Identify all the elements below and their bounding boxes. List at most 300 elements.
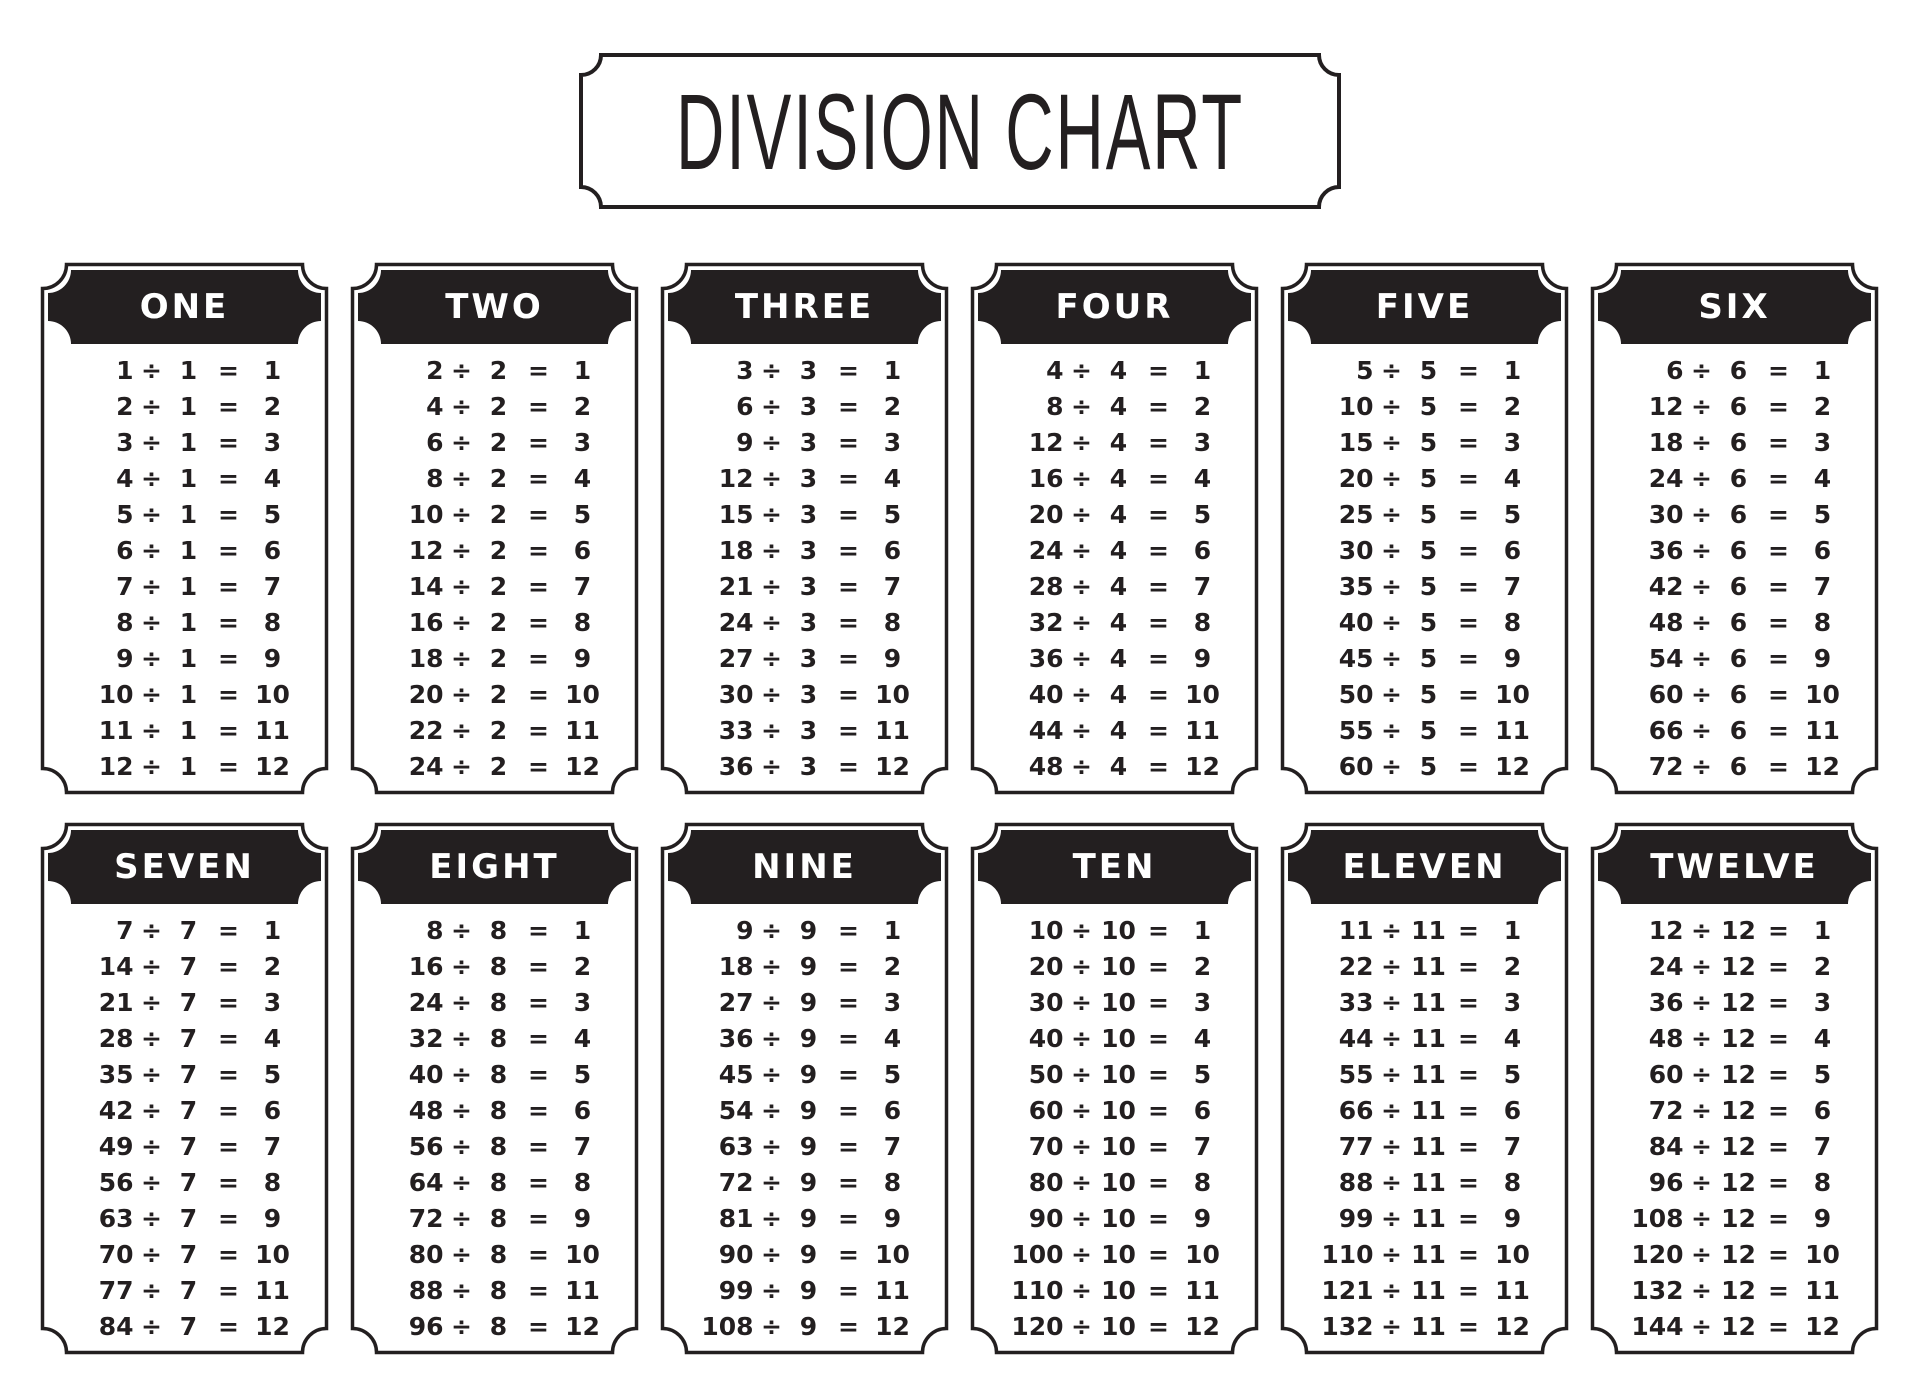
divisor-value: 6 — [1729, 572, 1748, 601]
dividend-value: 30 — [1028, 988, 1064, 1017]
card-label: SIX — [1698, 287, 1771, 327]
quotient-value: 6 — [1193, 536, 1212, 565]
equals-sign: = — [218, 500, 239, 529]
quotient-value: 2 — [573, 952, 592, 981]
quotient-value: 10 — [875, 680, 910, 709]
equals-sign: = — [838, 752, 859, 781]
equation-row — [1288, 1062, 1561, 1087]
divide-sign: ÷ — [1071, 1168, 1092, 1197]
divisor-value: 2 — [489, 464, 508, 493]
quotient-value: 10 — [1805, 1240, 1840, 1269]
equals-sign: = — [838, 500, 859, 529]
dividend-value: 108 — [1631, 1204, 1684, 1233]
equation-row — [1598, 646, 1871, 671]
divide-sign: ÷ — [1071, 1312, 1092, 1341]
divide-sign: ÷ — [1691, 1024, 1712, 1053]
dividend-value: 28 — [1028, 572, 1064, 601]
quotient-value: 5 — [1193, 500, 1212, 529]
divide-sign: ÷ — [141, 644, 162, 673]
equals-sign: = — [1768, 752, 1789, 781]
quotient-value: 10 — [255, 680, 290, 709]
divisor-value: 7 — [179, 1204, 198, 1233]
divide-sign: ÷ — [761, 500, 782, 529]
divisor-value: 8 — [489, 916, 508, 945]
division-table-card — [1590, 262, 1879, 795]
quotient-value: 1 — [1813, 916, 1832, 945]
divide-sign: ÷ — [1071, 464, 1092, 493]
dividend-value: 49 — [98, 1132, 134, 1161]
dividend-value: 90 — [1028, 1204, 1064, 1233]
divisor-value: 10 — [1101, 1276, 1136, 1305]
quotient-value: 5 — [573, 500, 592, 529]
divisor-value: 4 — [1109, 356, 1128, 385]
equation-row — [1598, 538, 1871, 563]
divide-sign: ÷ — [1071, 716, 1092, 745]
dividend-value: 120 — [1631, 1240, 1684, 1269]
divisor-value: 10 — [1101, 1024, 1136, 1053]
divisor-value: 1 — [179, 500, 198, 529]
divisor-value: 12 — [1721, 1276, 1756, 1305]
equation-row — [668, 990, 941, 1015]
divisor-value: 11 — [1411, 952, 1446, 981]
equals-sign: = — [838, 608, 859, 637]
dividend-value: 110 — [1321, 1240, 1374, 1269]
equation-row — [1288, 1170, 1561, 1195]
equals-sign: = — [528, 1240, 549, 1269]
quotient-value: 11 — [255, 1276, 290, 1305]
dividend-value: 50 — [1338, 680, 1374, 709]
equals-sign: = — [1458, 500, 1479, 529]
divisor-value: 12 — [1721, 1024, 1756, 1053]
dividend-value: 5 — [116, 500, 134, 529]
dividend-value: 40 — [1028, 680, 1064, 709]
dividend-value: 24 — [408, 752, 444, 781]
equation-row — [48, 538, 321, 563]
dividend-value: 44 — [1028, 716, 1064, 745]
equation-row — [1288, 954, 1561, 979]
divisor-value: 7 — [179, 1060, 198, 1089]
divide-sign: ÷ — [1071, 572, 1092, 601]
divide-sign: ÷ — [141, 500, 162, 529]
dividend-value: 40 — [1338, 608, 1374, 637]
equation-row — [1598, 610, 1871, 635]
equation-row — [1288, 574, 1561, 599]
equation-row — [1288, 1026, 1561, 1051]
divisor-value: 3 — [799, 572, 818, 601]
divisor-value: 8 — [489, 988, 508, 1017]
dividend-value: 8 — [116, 608, 134, 637]
quotient-value: 9 — [573, 1204, 592, 1233]
divide-sign: ÷ — [761, 988, 782, 1017]
equals-sign: = — [1458, 952, 1479, 981]
quotient-value: 2 — [1193, 392, 1212, 421]
dividend-value: 132 — [1321, 1312, 1374, 1341]
quotient-value: 2 — [883, 952, 902, 981]
equation-row — [978, 1278, 1251, 1303]
equals-sign: = — [838, 536, 859, 565]
equation-row — [1598, 754, 1871, 779]
equals-sign: = — [218, 916, 239, 945]
quotient-value: 7 — [1193, 572, 1212, 601]
divide-sign: ÷ — [1381, 716, 1402, 745]
divisor-value: 6 — [1729, 644, 1748, 673]
card-label: SEVEN — [114, 847, 255, 887]
dividend-value: 66 — [1338, 1096, 1374, 1125]
equals-sign: = — [218, 716, 239, 745]
divisor-value: 11 — [1411, 1276, 1446, 1305]
equation-row — [1598, 358, 1871, 383]
equals-sign: = — [1148, 464, 1169, 493]
division-table-card — [970, 822, 1259, 1355]
divisor-value: 6 — [1729, 464, 1748, 493]
equals-sign: = — [1148, 952, 1169, 981]
card-label: TEN — [1072, 847, 1157, 887]
quotient-value: 4 — [883, 1024, 902, 1053]
divide-sign: ÷ — [451, 916, 472, 945]
dividend-value: 80 — [1028, 1168, 1064, 1197]
equation-row — [1598, 1098, 1871, 1123]
dividend-value: 70 — [1028, 1132, 1064, 1161]
card-rows — [668, 918, 941, 1339]
divisor-value: 7 — [179, 1132, 198, 1161]
equation-row — [358, 1026, 631, 1051]
divide-sign: ÷ — [141, 392, 162, 421]
equals-sign: = — [218, 1024, 239, 1053]
equation-row — [48, 918, 321, 943]
equation-row — [358, 1098, 631, 1123]
divide-sign: ÷ — [1071, 952, 1092, 981]
quotient-value: 6 — [573, 1096, 592, 1125]
divide-sign: ÷ — [761, 716, 782, 745]
divisor-value: 2 — [489, 356, 508, 385]
divide-sign: ÷ — [451, 1240, 472, 1269]
divide-sign: ÷ — [761, 1312, 782, 1341]
equation-row — [978, 918, 1251, 943]
dividend-value: 64 — [408, 1168, 444, 1197]
divide-sign: ÷ — [1691, 988, 1712, 1017]
divisor-value: 11 — [1411, 1240, 1446, 1269]
dividend-value: 30 — [718, 680, 754, 709]
divisor-value: 5 — [1419, 716, 1438, 745]
divisor-value: 10 — [1101, 1240, 1136, 1269]
equals-sign: = — [1148, 608, 1169, 637]
equation-row — [358, 1134, 631, 1159]
divisor-value: 6 — [1729, 680, 1748, 709]
equals-sign: = — [528, 1060, 549, 1089]
divisor-value: 10 — [1101, 1168, 1136, 1197]
equals-sign: = — [1148, 752, 1169, 781]
quotient-value: 3 — [1503, 988, 1522, 1017]
equation-row — [48, 754, 321, 779]
divide-sign: ÷ — [761, 1276, 782, 1305]
divide-sign: ÷ — [141, 356, 162, 385]
divide-sign: ÷ — [451, 644, 472, 673]
quotient-value: 4 — [883, 464, 902, 493]
divisor-value: 7 — [179, 952, 198, 981]
equation-row — [1288, 538, 1561, 563]
quotient-value: 8 — [263, 608, 282, 637]
dividend-value: 6 — [736, 392, 754, 421]
equals-sign: = — [218, 608, 239, 637]
division-table-card — [1590, 822, 1879, 1355]
quotient-value: 5 — [1503, 1060, 1522, 1089]
equals-sign: = — [1768, 1168, 1789, 1197]
divisor-value: 4 — [1109, 752, 1128, 781]
divisor-value: 3 — [799, 608, 818, 637]
equals-sign: = — [528, 536, 549, 565]
dividend-value: 14 — [408, 572, 444, 601]
dividend-value: 80 — [408, 1240, 444, 1269]
equation-row — [1288, 754, 1561, 779]
divide-sign: ÷ — [1071, 1060, 1092, 1089]
equals-sign: = — [1148, 716, 1169, 745]
equals-sign: = — [218, 680, 239, 709]
card-label: ELEVEN — [1342, 847, 1507, 887]
quotient-value: 4 — [263, 1024, 282, 1053]
dividend-value: 99 — [718, 1276, 754, 1305]
equation-row — [1288, 1278, 1561, 1303]
dividend-value: 9 — [736, 428, 754, 457]
divide-sign: ÷ — [1071, 1240, 1092, 1269]
quotient-value: 12 — [1805, 1312, 1840, 1341]
divisor-value: 4 — [1109, 644, 1128, 673]
quotient-value: 5 — [1503, 500, 1522, 529]
dividend-value: 22 — [1338, 952, 1374, 981]
dividend-value: 60 — [1028, 1096, 1064, 1125]
quotient-value: 1 — [1503, 356, 1522, 385]
quotient-value: 3 — [883, 988, 902, 1017]
divisor-value: 1 — [179, 464, 198, 493]
quotient-value: 7 — [1813, 572, 1832, 601]
dividend-value: 2 — [426, 356, 444, 385]
quotient-value: 3 — [1813, 428, 1832, 457]
equation-row — [358, 954, 631, 979]
equals-sign: = — [1148, 1204, 1169, 1233]
equation-row — [668, 918, 941, 943]
equals-sign: = — [218, 1240, 239, 1269]
dividend-value: 40 — [408, 1060, 444, 1089]
quotient-value: 3 — [573, 988, 592, 1017]
divisor-value: 1 — [179, 644, 198, 673]
divide-sign: ÷ — [1691, 716, 1712, 745]
equals-sign: = — [838, 1276, 859, 1305]
dividend-value: 108 — [701, 1312, 754, 1341]
dividend-value: 16 — [1028, 464, 1064, 493]
dividend-value: 36 — [718, 752, 754, 781]
equals-sign: = — [1458, 1132, 1479, 1161]
dividend-value: 144 — [1631, 1312, 1684, 1341]
equation-row — [1598, 1170, 1871, 1195]
divide-sign: ÷ — [141, 1276, 162, 1305]
equation-row — [668, 538, 941, 563]
card-label: ONE — [139, 287, 230, 327]
equals-sign: = — [1458, 1204, 1479, 1233]
quotient-value: 2 — [1813, 952, 1832, 981]
divisor-value: 6 — [1729, 536, 1748, 565]
divisor-value: 4 — [1109, 536, 1128, 565]
divisor-value: 5 — [1419, 680, 1438, 709]
divisor-value: 5 — [1419, 608, 1438, 637]
dividend-value: 84 — [98, 1312, 134, 1341]
dividend-value: 33 — [1338, 988, 1374, 1017]
card-rows — [668, 358, 941, 779]
equals-sign: = — [1148, 1024, 1169, 1053]
divisor-value: 7 — [179, 988, 198, 1017]
quotient-value: 3 — [573, 428, 592, 457]
equals-sign: = — [218, 752, 239, 781]
divisor-value: 10 — [1101, 1204, 1136, 1233]
divide-sign: ÷ — [1691, 500, 1712, 529]
divisor-value: 11 — [1411, 1024, 1446, 1053]
equals-sign: = — [1148, 1096, 1169, 1125]
quotient-value: 12 — [255, 1312, 290, 1341]
divide-sign: ÷ — [1381, 608, 1402, 637]
equals-sign: = — [1458, 1060, 1479, 1089]
dividend-value: 7 — [116, 572, 134, 601]
equation-row — [978, 1098, 1251, 1123]
dividend-value: 3 — [116, 428, 134, 457]
card-rows — [1288, 918, 1561, 1339]
quotient-value: 8 — [573, 1168, 592, 1197]
equation-row — [358, 394, 631, 419]
equals-sign: = — [838, 1060, 859, 1089]
equation-row — [668, 718, 941, 743]
divisor-value: 11 — [1411, 1312, 1446, 1341]
divisor-value: 1 — [179, 392, 198, 421]
divisor-value: 7 — [179, 1240, 198, 1269]
divisor-value: 8 — [489, 1096, 508, 1125]
quotient-value: 11 — [1185, 1276, 1220, 1305]
equals-sign: = — [528, 608, 549, 637]
quotient-value: 12 — [1495, 752, 1530, 781]
equals-sign: = — [1768, 464, 1789, 493]
quotient-value: 5 — [1813, 1060, 1832, 1089]
equals-sign: = — [218, 1168, 239, 1197]
divisor-value: 5 — [1419, 536, 1438, 565]
equation-row — [978, 1170, 1251, 1195]
divisor-value: 9 — [799, 1168, 818, 1197]
divisor-value: 5 — [1419, 644, 1438, 673]
dividend-value: 6 — [116, 536, 134, 565]
divide-sign: ÷ — [761, 952, 782, 981]
divide-sign: ÷ — [761, 644, 782, 673]
equals-sign: = — [528, 464, 549, 493]
dividend-value: 70 — [98, 1240, 134, 1269]
divide-sign: ÷ — [1071, 392, 1092, 421]
divisor-value: 2 — [489, 392, 508, 421]
divisor-value: 9 — [799, 1204, 818, 1233]
equals-sign: = — [528, 752, 549, 781]
division-table-card — [1280, 822, 1569, 1355]
equation-row — [358, 538, 631, 563]
dividend-value: 12 — [408, 536, 444, 565]
divisor-value: 8 — [489, 1168, 508, 1197]
equals-sign: = — [838, 680, 859, 709]
divisor-value: 5 — [1419, 356, 1438, 385]
equals-sign: = — [1148, 1240, 1169, 1269]
equation-row — [978, 990, 1251, 1015]
equals-sign: = — [528, 644, 549, 673]
divide-sign: ÷ — [761, 572, 782, 601]
equation-row — [48, 682, 321, 707]
equals-sign: = — [218, 572, 239, 601]
divisor-value: 12 — [1721, 1132, 1756, 1161]
divide-sign: ÷ — [141, 988, 162, 1017]
dividend-value: 96 — [1648, 1168, 1684, 1197]
dividend-value: 6 — [426, 428, 444, 457]
equation-row — [358, 682, 631, 707]
divisor-value: 12 — [1721, 1168, 1756, 1197]
equation-row — [668, 1062, 941, 1087]
divide-sign: ÷ — [451, 500, 472, 529]
equals-sign: = — [218, 428, 239, 457]
divide-sign: ÷ — [761, 1096, 782, 1125]
divisor-value: 9 — [799, 1240, 818, 1269]
equals-sign: = — [838, 988, 859, 1017]
divisor-value: 12 — [1721, 916, 1756, 945]
equation-row — [48, 1062, 321, 1087]
quotient-value: 3 — [1503, 428, 1522, 457]
quotient-value: 12 — [1495, 1312, 1530, 1341]
equals-sign: = — [1768, 608, 1789, 637]
equals-sign: = — [1458, 1312, 1479, 1341]
quotient-value: 6 — [1193, 1096, 1212, 1125]
equals-sign: = — [838, 392, 859, 421]
dividend-value: 84 — [1648, 1132, 1684, 1161]
equals-sign: = — [528, 500, 549, 529]
divisor-value: 6 — [1729, 392, 1748, 421]
divide-sign: ÷ — [761, 1024, 782, 1053]
dividend-value: 36 — [1648, 988, 1684, 1017]
equals-sign: = — [1768, 1024, 1789, 1053]
quotient-value: 2 — [1503, 392, 1522, 421]
divisor-value: 3 — [799, 464, 818, 493]
equals-sign: = — [1458, 356, 1479, 385]
divide-sign: ÷ — [1691, 1132, 1712, 1161]
divide-sign: ÷ — [141, 1240, 162, 1269]
equals-sign: = — [528, 988, 549, 1017]
quotient-value: 4 — [1813, 1024, 1832, 1053]
divide-sign: ÷ — [451, 1312, 472, 1341]
divide-sign: ÷ — [141, 916, 162, 945]
divide-sign: ÷ — [1691, 916, 1712, 945]
divide-sign: ÷ — [141, 680, 162, 709]
divide-sign: ÷ — [1691, 572, 1712, 601]
equals-sign: = — [838, 644, 859, 673]
equation-row — [668, 394, 941, 419]
divide-sign: ÷ — [1381, 1312, 1402, 1341]
divisor-value: 5 — [1419, 428, 1438, 457]
quotient-value: 9 — [573, 644, 592, 673]
divide-sign: ÷ — [1691, 1204, 1712, 1233]
divide-sign: ÷ — [451, 1060, 472, 1089]
division-table-card — [970, 262, 1259, 795]
equation-row — [978, 646, 1251, 671]
equals-sign: = — [838, 1132, 859, 1161]
equals-sign: = — [218, 1204, 239, 1233]
quotient-value: 1 — [263, 916, 282, 945]
equation-row — [358, 1170, 631, 1195]
divisor-value: 1 — [179, 608, 198, 637]
divide-sign: ÷ — [1071, 680, 1092, 709]
equation-row — [1598, 1062, 1871, 1087]
divisor-value: 10 — [1101, 988, 1136, 1017]
divide-sign: ÷ — [1691, 536, 1712, 565]
divisor-value: 7 — [179, 1168, 198, 1197]
equation-row — [668, 1242, 941, 1267]
divisor-value: 2 — [489, 752, 508, 781]
equals-sign: = — [218, 1060, 239, 1089]
